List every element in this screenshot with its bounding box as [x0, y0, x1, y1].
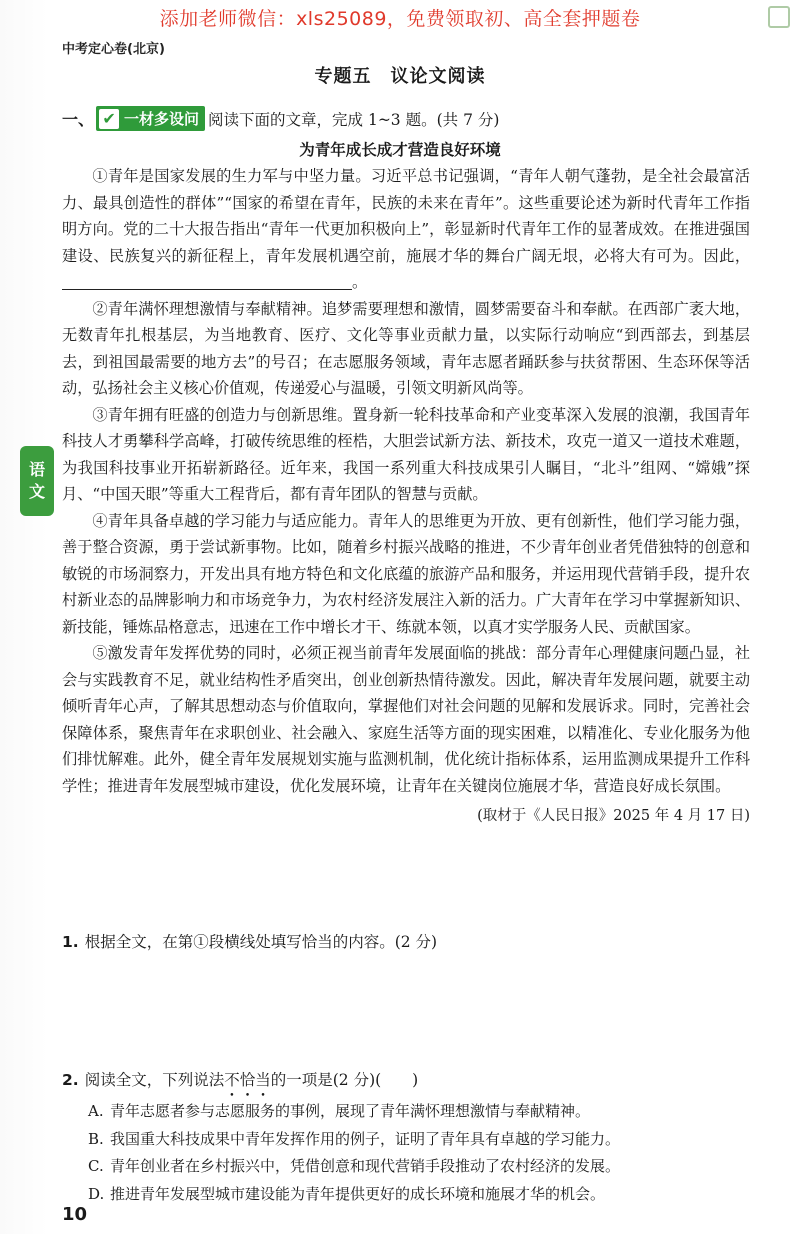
book-title: 中考定心卷(北京)	[62, 42, 165, 57]
question-2-options	[88, 1098, 620, 1208]
paragraph-1	[62, 163, 750, 296]
corner-mark	[768, 6, 790, 28]
side-tab-char-1: 语	[28, 460, 45, 479]
question-1	[62, 930, 437, 952]
emphasis-char-1: 不	[224, 1071, 240, 1089]
article-title: 为青年成长成才营造良好环境	[299, 141, 501, 159]
paragraph-1-end: 。	[352, 273, 368, 291]
paragraph-4: ④青年具备卓越的学习能力与适应能力。青年人的思维更为开放、更有创新性，他们学习能力强，善于整合资源，勇于尝试新事物。比如，随着乡村振兴战略的推进，不少青年创业者凭借独特的创意和敏锐的市场洞察力，开发出具有地方特色和文化底蕴的旅游产品和服务，并运用现代营销手段，提升农村新业态的品牌影响力和市场竞争力，为农村经济发展注入新的活力。广大青年在学习中掌握新知识、新技能，锤炼品格意志，迅速在工作中增长才干、练就本领，以真才实学服务人民、贡献国家。	[62, 511, 750, 636]
article-source: (取材于《人民日报》2025 年 4 月 17 日)	[477, 808, 750, 824]
paragraph-5: ⑤激发青年发挥优势的同时，必须正视当前青年发展面临的挑战：部分青年心理健康问题凸显，社会与实践教育不足，就业结构性矛盾突出，创业创新热情待激发。因此，解决青年发展问题，就要主动倾听青年心声，了解其思想动态与价值取向，掌握他们对社会问题的见解和发展诉求。同时，完善社会保障体系，聚焦青年在求职创业、社会融入、家庭生活等方面的现实困难，以精准化、专业化服务为他们排忧解难。此外，健全青年发展规划实施与监测机制，优化统计指标体系，运用监测成果提升工作科学性；推进青年发展型城市建设，优化发展环境，让青年在关键岗位施展才华，营造良好成长氛围。	[62, 644, 750, 795]
paragraph-1-text: ①青年是国家发展的生力军与中坚力量。习近平总书记强调，“青年人朝气蓬勃，是全社会最富活力、最具创造性的群体”“国家的希望在青年，民族的未来在青年”。这些重要论述为新时代青年工作指明方向。党的二十大报告指出“青年一代更加积极向上”，彰显新时代青年工作的显著成效。在推进强国建设、民族复兴的新征程上，青年发展机遇空前，施展才华的舞台广阔无垠，必将大有可为。因此，	[62, 167, 750, 265]
option-text: 我国重大科技成果中青年发挥作用的例子，证明了青年具有卓越的学习能力。	[110, 1129, 621, 1148]
option-letter: B.	[88, 1129, 104, 1148]
section-number: 一、	[62, 110, 95, 129]
question-2-text-after: 的一项是(2 分)( )	[270, 1071, 419, 1089]
option-c	[88, 1153, 620, 1181]
question-1-text: 根据全文，在第①段横线处填写恰当的内容。(2 分)	[84, 933, 438, 951]
option-letter: D.	[88, 1184, 105, 1203]
option-letter: C.	[88, 1157, 104, 1175]
paragraph-3: ③青年拥有旺盛的创造力与创新思维。置身新一轮科技革命和产业变革深入发展的浪潮，我国青年科技人才勇攀科学高峰，打破传统思维的桎梏，大胆尝试新方法、新技术，攻克一道又一道技术难题，为我国科技事业开拓崭新路径。近年来，我国一系列重大科技成果引人瞩目，“北斗”组网、“嫦娥”探月、“中国天眼”等重大工程背后，都有青年团队的智慧与贡献。	[62, 405, 750, 503]
watermark-text: 添加老师微信：xls25089，免费领取初、高全套押题卷	[159, 8, 641, 30]
badge-label: 一材多设问	[124, 110, 200, 128]
option-text: 青年创业者在乡村振兴中，凭借创意和现代营销手段推动了农村经济的发展。	[110, 1157, 621, 1175]
side-tab-char-2: 文	[28, 482, 45, 501]
check-icon: ✔	[99, 109, 119, 129]
article-body	[62, 163, 750, 830]
option-b	[88, 1126, 620, 1154]
question-2-text-before: 阅读全文，下列说法	[84, 1071, 225, 1089]
paragraph-2: ②青年满怀理想激情与奉献精神。追梦需要理想和激情，圆梦需要奋斗和奉献。在西部广袤大地，无数青年扎根基层，为当地教育、医疗、文化等事业贡献力量，以实际行动响应“到西部去，到基层去，到祖国最需要的地方去”的号召；在志愿服务领域，青年志愿者踊跃参与扶贫帮困、生态环保等活动，弘扬社会主义核心价值观，传递爱心与温暖，引领文明新风尚等。	[62, 299, 750, 397]
section-instruction	[62, 106, 750, 131]
option-letter: A.	[88, 1102, 104, 1120]
emphasis-char-2: 恰	[239, 1071, 256, 1089]
emphasis-char-3: 当	[255, 1071, 271, 1089]
option-text: 青年志愿者参与志愿服务的事例，展现了青年满怀理想激情与奉献精神。	[110, 1102, 591, 1120]
fill-in-blank	[62, 271, 352, 290]
subject-side-tab	[20, 446, 54, 516]
section-badge	[96, 106, 205, 131]
page-number: 10	[62, 1204, 88, 1225]
question-1-number: 1.	[62, 933, 79, 951]
instruction-text: 阅读下面的文章，完成 1~3 题。(共 7 分)	[208, 110, 500, 129]
option-a	[88, 1098, 620, 1126]
question-2-number: 2.	[62, 1071, 79, 1089]
option-d	[88, 1181, 620, 1209]
question-2	[62, 1068, 418, 1090]
option-text: 推进青年发展型城市建设能为青年提供更好的成长环境和施展才华的机会。	[110, 1184, 606, 1203]
topic-title: 专题五 议论文阅读	[314, 66, 486, 87]
